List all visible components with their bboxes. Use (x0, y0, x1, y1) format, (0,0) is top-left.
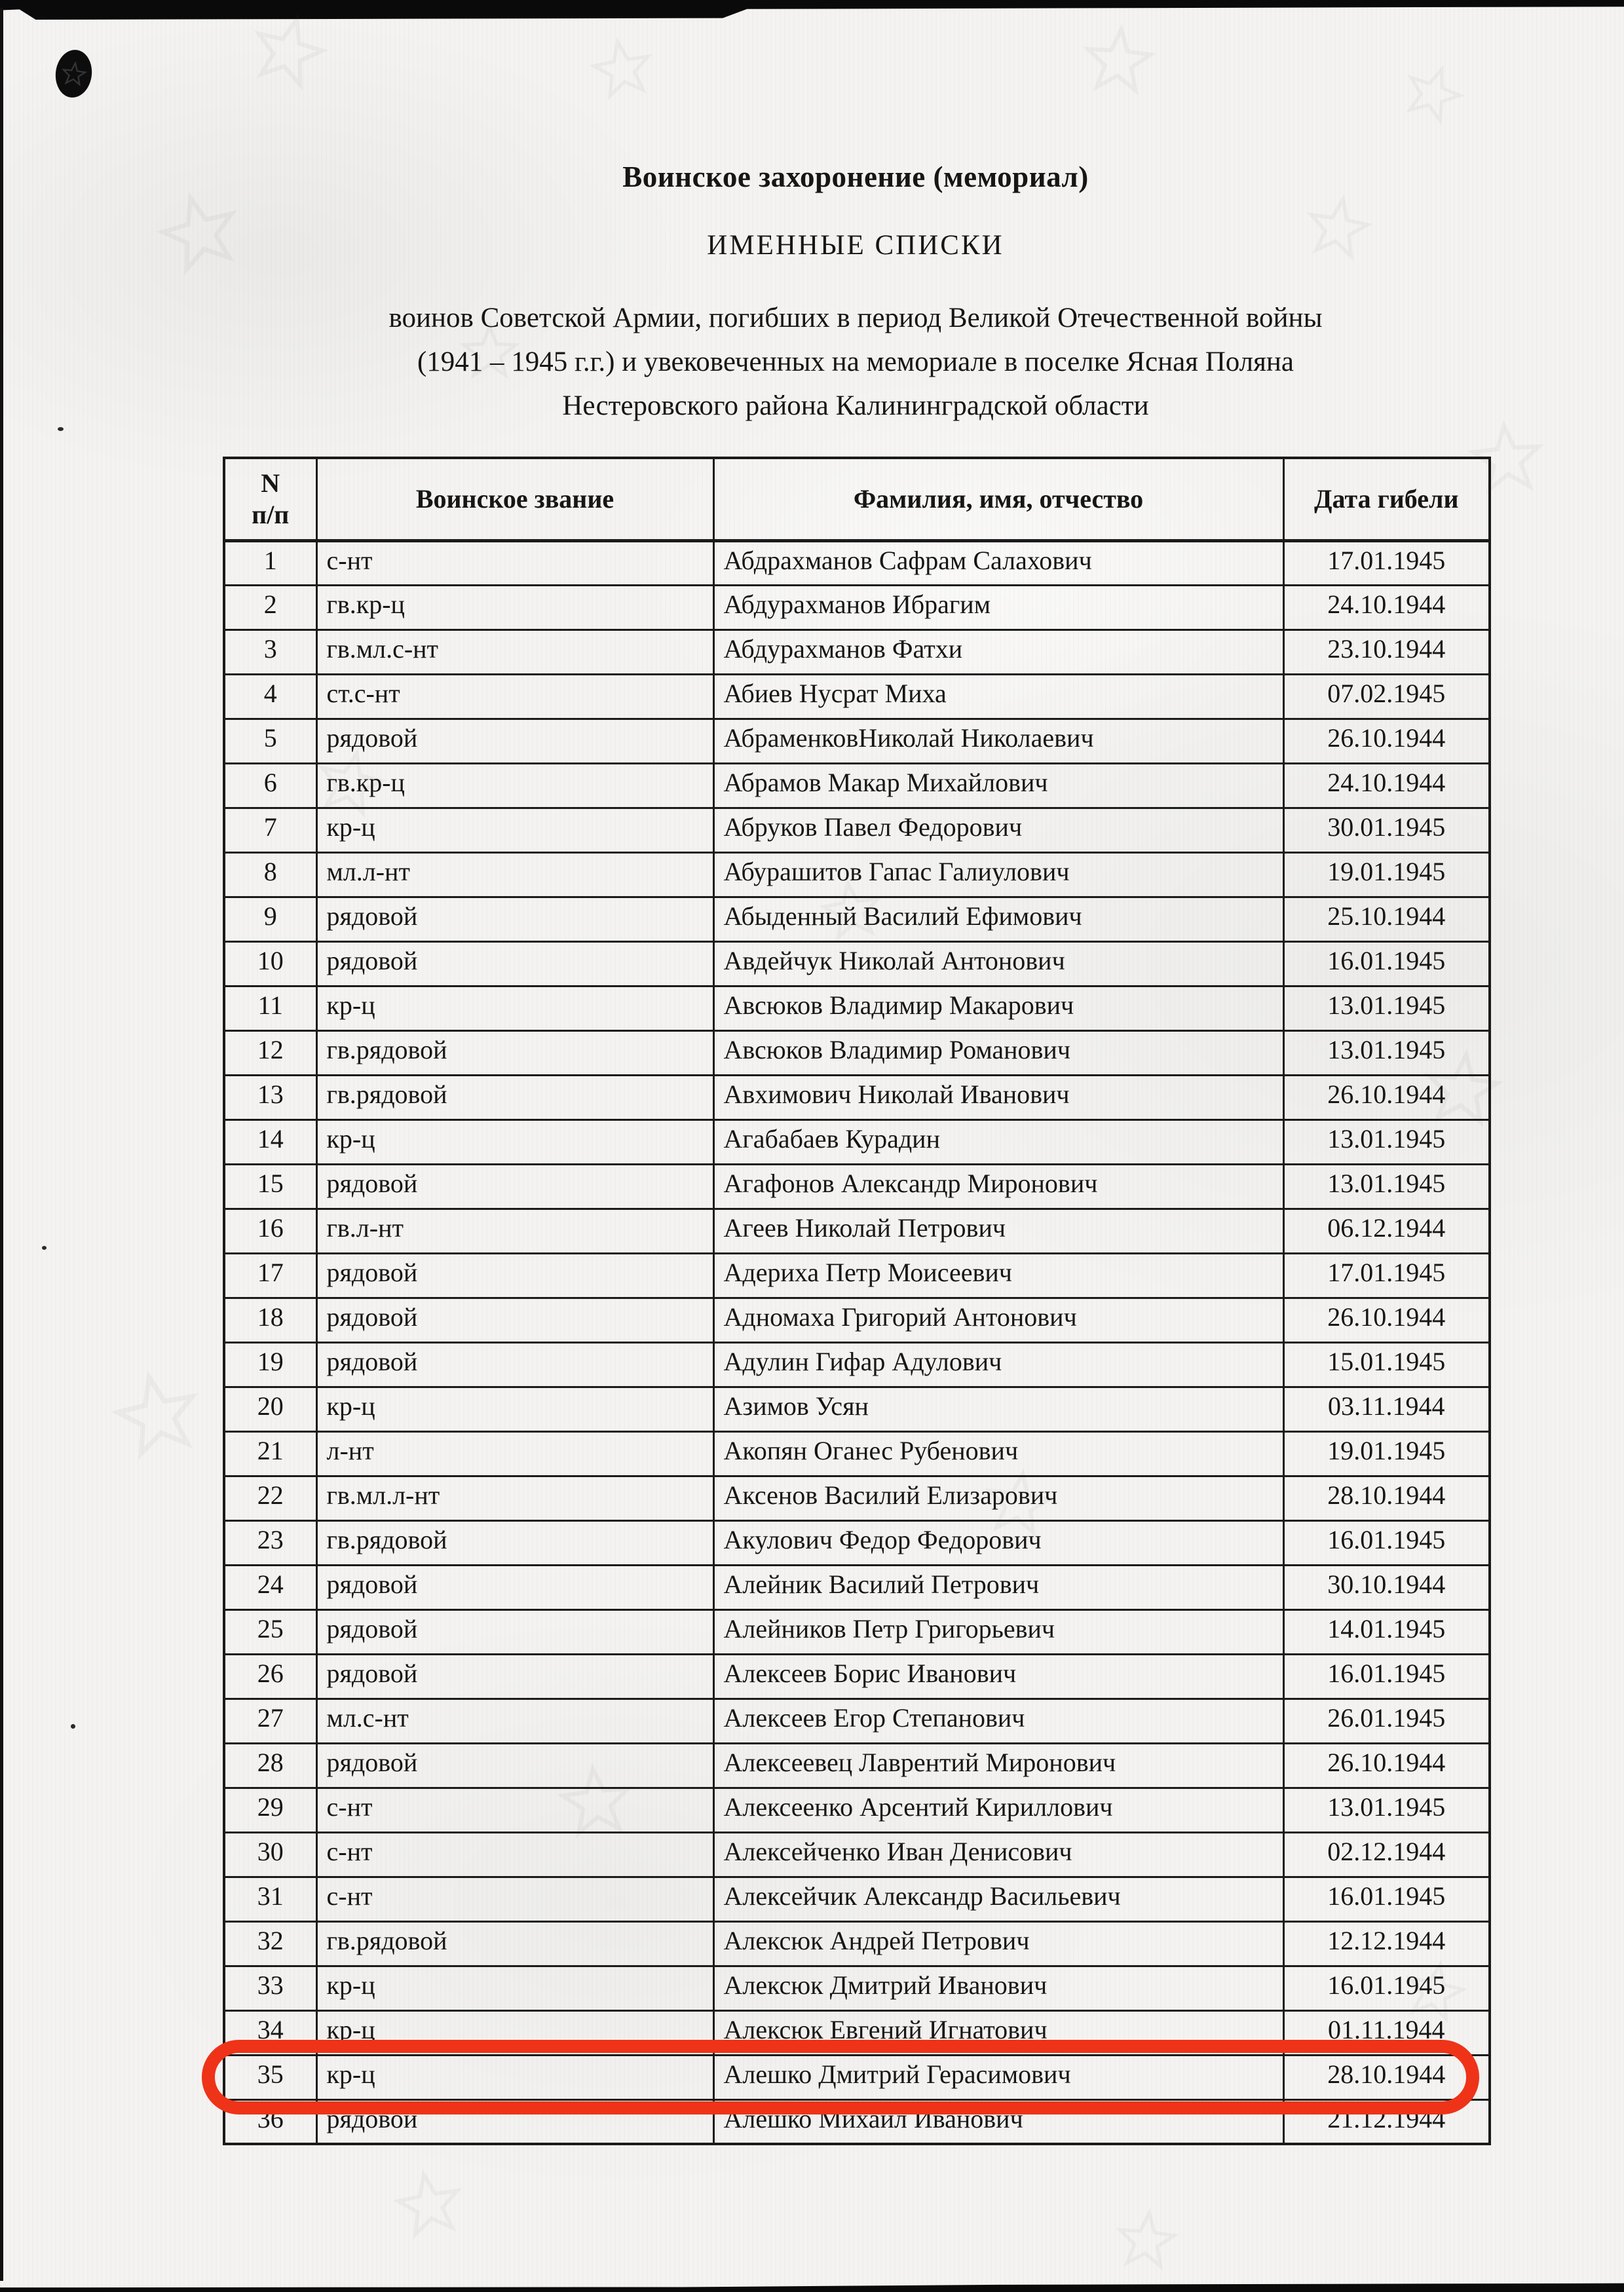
cell-date: 30.10.1944 (1283, 1565, 1490, 1609)
cell-name: Аксенов Василий Елизарович (713, 1476, 1283, 1520)
watermark-star-icon (103, 1361, 212, 1469)
table-row (224, 1387, 1490, 1431)
table-row (224, 1476, 1490, 1520)
cell-name: Азимов Усян (713, 1387, 1283, 1431)
cell-num: 2 (224, 585, 316, 629)
table-row (224, 629, 1490, 674)
hole-punch-icon (53, 48, 94, 100)
header-num (224, 458, 316, 540)
watermark-star-icon (387, 2162, 470, 2245)
table-row (224, 986, 1490, 1030)
cell-rank: гв.рядовой (316, 1075, 713, 1119)
cell-date: 13.01.1945 (1283, 1119, 1490, 1164)
cell-date: 02.12.1944 (1283, 1832, 1490, 1877)
cell-name: Алексюк Дмитрий Иванович (713, 1966, 1283, 2010)
cell-name: Алейник Василий Петрович (713, 1565, 1283, 1609)
cell-rank: кр-ц (316, 1966, 713, 2010)
cell-rank: гв.рядовой (316, 1030, 713, 1075)
roster-table (223, 457, 1491, 2145)
document-description (223, 296, 1488, 428)
cell-num: 26 (224, 1654, 316, 1699)
cell-date: 26.01.1945 (1283, 1699, 1490, 1743)
table-row (224, 719, 1490, 763)
cell-name: Авсюков Владимир Романович (713, 1030, 1283, 1075)
cell-rank: рядовой (316, 1298, 713, 1342)
cell-rank: гв.мл.л-нт (316, 1476, 713, 1520)
cell-num: 20 (224, 1387, 316, 1431)
cell-name: Абдурахманов Ибрагим (713, 585, 1283, 629)
cell-num: 7 (224, 808, 316, 852)
cell-num: 4 (224, 674, 316, 719)
cell-num: 6 (224, 763, 316, 808)
cell-date: 14.01.1945 (1283, 1609, 1490, 1654)
table-row (224, 1788, 1490, 1832)
watermark-star-icon (1110, 2204, 1182, 2276)
table-row (224, 1699, 1490, 1743)
cell-num: 18 (224, 1298, 316, 1342)
cell-date: 28.10.1944 (1283, 2055, 1490, 2099)
cell-num: 21 (224, 1431, 316, 1476)
header-name: Фамилия, имя, отчество (713, 458, 1283, 540)
cell-date: 26.10.1944 (1283, 719, 1490, 763)
table-row (224, 1921, 1490, 1966)
cell-date: 12.12.1944 (1283, 1921, 1490, 1966)
cell-rank: мл.л-нт (316, 852, 713, 897)
cell-rank: с-нт (316, 1832, 713, 1877)
table-row (224, 1119, 1490, 1164)
cell-rank: гв.рядовой (316, 1921, 713, 1966)
header-num-line1: N (261, 468, 280, 498)
cell-name: Абдурахманов Фатхи (713, 629, 1283, 674)
cell-date: 06.12.1944 (1283, 1209, 1490, 1253)
cell-num: 10 (224, 941, 316, 986)
scan-edge-left (0, 8, 3, 2281)
cell-num: 36 (224, 2099, 316, 2144)
table-row (224, 1030, 1490, 1075)
table-row (224, 1431, 1490, 1476)
cell-name: Акулович Федор Федорович (713, 1520, 1283, 1565)
table-row (224, 1075, 1490, 1119)
cell-date: 13.01.1945 (1283, 986, 1490, 1030)
cell-name: Авдейчук Николай Антонович (713, 941, 1283, 986)
cell-num: 8 (224, 852, 316, 897)
table-row (224, 1877, 1490, 1921)
description-line: (1941 – 1945 г.г.) и увековеченных на мемориале в поселке Ясная Поляна (417, 347, 1294, 377)
cell-date: 25.10.1944 (1283, 897, 1490, 941)
cell-num: 25 (224, 1609, 316, 1654)
cell-name: Алексюк Андрей Петрович (713, 1921, 1283, 1966)
cell-name: Абурашитов Гапас Галиулович (713, 852, 1283, 897)
cell-name: Алексеев Борис Иванович (713, 1654, 1283, 1699)
cell-name: Абруков Павел Федорович (713, 808, 1283, 852)
cell-num: 29 (224, 1788, 316, 1832)
cell-date: 13.01.1945 (1283, 1030, 1490, 1075)
table-row (224, 1832, 1490, 1877)
cell-rank: с-нт (316, 540, 713, 585)
cell-name: Алешко Дмитрий Герасимович (713, 2055, 1283, 2099)
table-row (224, 540, 1490, 585)
cell-rank: рядовой (316, 1164, 713, 1209)
cell-name: Абдрахманов Сафрам Салахович (713, 540, 1283, 585)
cell-name: Алексюк Евгений Игнатович (713, 2010, 1283, 2055)
cell-rank: кр-ц (316, 1387, 713, 1431)
cell-num: 22 (224, 1476, 316, 1520)
cell-num: 16 (224, 1209, 316, 1253)
cell-date: 13.01.1945 (1283, 1164, 1490, 1209)
header-date: Дата гибели (1283, 458, 1490, 540)
cell-date: 26.10.1944 (1283, 1298, 1490, 1342)
scan-speck (42, 1246, 47, 1250)
cell-rank: гв.мл.с-нт (316, 629, 713, 674)
cell-num: 13 (224, 1075, 316, 1119)
cell-date: 28.10.1944 (1283, 1476, 1490, 1520)
cell-name: Абиев Нусрат Миха (713, 674, 1283, 719)
cell-date: 17.01.1945 (1283, 1253, 1490, 1298)
cell-name: Абрамов Макар Михайлович (713, 763, 1283, 808)
table-row (224, 1164, 1490, 1209)
cell-num: 24 (224, 1565, 316, 1609)
cell-date: 16.01.1945 (1283, 1966, 1490, 2010)
star-icon (59, 59, 88, 88)
table-row (224, 1609, 1490, 1654)
cell-date: 07.02.1945 (1283, 674, 1490, 719)
scan-edge-bottom (0, 2280, 1624, 2292)
cell-num: 9 (224, 897, 316, 941)
cell-date: 30.01.1945 (1283, 808, 1490, 852)
cell-date: 13.01.1945 (1283, 1788, 1490, 1832)
table-row (224, 1654, 1490, 1699)
cell-rank: рядовой (316, 897, 713, 941)
watermark-star-icon (1393, 54, 1473, 134)
cell-num: 34 (224, 2010, 316, 2055)
cell-name: Алексейченко Иван Денисович (713, 1832, 1283, 1877)
cell-name: Авхимович Николай Иванович (713, 1075, 1283, 1119)
cell-rank: кр-ц (316, 1119, 713, 1164)
cell-num: 31 (224, 1877, 316, 1921)
cell-name: Алексейчик Александр Васильевич (713, 1877, 1283, 1921)
cell-date: 26.10.1944 (1283, 1743, 1490, 1788)
cell-date: 19.01.1945 (1283, 852, 1490, 897)
cell-date: 16.01.1945 (1283, 1520, 1490, 1565)
cell-rank: кр-ц (316, 2010, 713, 2055)
cell-date: 21.12.1944 (1283, 2099, 1490, 2144)
table-row (224, 1342, 1490, 1387)
cell-rank: мл.с-нт (316, 1699, 713, 1743)
cell-num: 17 (224, 1253, 316, 1298)
cell-name: Алейников Петр Григорьевич (713, 1609, 1283, 1654)
document-heading: ИМЕННЫЕ СПИСКИ (707, 230, 1004, 261)
cell-name: Алексеевец Лаврентий Миронович (713, 1743, 1283, 1788)
cell-num: 33 (224, 1966, 316, 2010)
cell-num: 28 (224, 1743, 316, 1788)
description-line: Нестеровского района Калининградской области (562, 390, 1149, 421)
cell-rank: с-нт (316, 1788, 713, 1832)
table-row (224, 1565, 1490, 1609)
cell-num: 23 (224, 1520, 316, 1565)
cell-date: 15.01.1945 (1283, 1342, 1490, 1387)
cell-rank: рядовой (316, 1609, 713, 1654)
header-num-line2: п/п (252, 499, 290, 529)
cell-date: 24.10.1944 (1283, 763, 1490, 808)
cell-rank: гв.л-нт (316, 1209, 713, 1253)
header-rank: Воинское звание (316, 458, 713, 540)
cell-date: 23.10.1944 (1283, 629, 1490, 674)
cell-rank: кр-ц (316, 808, 713, 852)
cell-date: 16.01.1945 (1283, 941, 1490, 986)
table-row (224, 897, 1490, 941)
cell-num: 1 (224, 540, 316, 585)
table-row (224, 852, 1490, 897)
table-row (224, 1298, 1490, 1342)
cell-num: 27 (224, 1699, 316, 1743)
table-row (224, 674, 1490, 719)
cell-rank: л-нт (316, 1431, 713, 1476)
table-header-row (224, 458, 1490, 540)
cell-name: Адномаха Григорий Антонович (713, 1298, 1283, 1342)
cell-name: Алешко Михаил Иванович (713, 2099, 1283, 2144)
cell-num: 15 (224, 1164, 316, 1209)
table-row (224, 1253, 1490, 1298)
cell-date: 17.01.1945 (1283, 540, 1490, 585)
cell-rank: гв.кр-ц (316, 585, 713, 629)
table-row (224, 941, 1490, 986)
scan-speck (58, 427, 64, 431)
watermark-star-icon (584, 31, 660, 107)
cell-rank: рядовой (316, 941, 713, 986)
cell-rank: рядовой (316, 1654, 713, 1699)
cell-rank: рядовой (316, 2099, 713, 2144)
cell-num: 35 (224, 2055, 316, 2099)
cell-name: Адулин Гифар Адулович (713, 1342, 1283, 1387)
cell-date: 03.11.1944 (1283, 1387, 1490, 1431)
table-row (224, 1209, 1490, 1253)
cell-num: 14 (224, 1119, 316, 1164)
cell-num: 3 (224, 629, 316, 674)
cell-num: 30 (224, 1832, 316, 1877)
table-row (224, 808, 1490, 852)
cell-date: 26.10.1944 (1283, 1075, 1490, 1119)
scan-edge-top (0, 0, 1624, 20)
cell-name: Агеев Николай Петрович (713, 1209, 1283, 1253)
cell-num: 32 (224, 1921, 316, 1966)
table-row (224, 585, 1490, 629)
cell-name: Авсюков Владимир Макарович (713, 986, 1283, 1030)
cell-name: Агабабаев Курадин (713, 1119, 1283, 1164)
cell-name: Адериха Петр Моисеевич (713, 1253, 1283, 1298)
cell-rank: гв.кр-ц (316, 763, 713, 808)
table-row (224, 1520, 1490, 1565)
cell-rank: кр-ц (316, 2055, 713, 2099)
highlight-ring (202, 2040, 1479, 2114)
cell-name: Акопян Оганес Рубенович (713, 1431, 1283, 1476)
cell-rank: рядовой (316, 719, 713, 763)
cell-name: Абыденный Василий Ефимович (713, 897, 1283, 941)
table-row (224, 1743, 1490, 1788)
cell-rank: кр-ц (316, 986, 713, 1030)
cell-rank: рядовой (316, 1253, 713, 1298)
cell-date: 16.01.1945 (1283, 1654, 1490, 1699)
cell-name: Алексеенко Арсентий Кириллович (713, 1788, 1283, 1832)
cell-rank: рядовой (316, 1342, 713, 1387)
cell-date: 01.11.1944 (1283, 2010, 1490, 2055)
cell-date: 24.10.1944 (1283, 585, 1490, 629)
cell-num: 5 (224, 719, 316, 763)
cell-rank: рядовой (316, 1565, 713, 1609)
cell-name: Агафонов Александр Миронович (713, 1164, 1283, 1209)
cell-rank: гв.рядовой (316, 1520, 713, 1565)
cell-num: 11 (224, 986, 316, 1030)
watermark-star-icon (1078, 20, 1160, 102)
cell-name: Алексеев Егор Степанович (713, 1699, 1283, 1743)
cell-num: 19 (224, 1342, 316, 1387)
scan-speck (71, 1724, 75, 1729)
cell-date: 19.01.1945 (1283, 1431, 1490, 1476)
cell-rank: рядовой (316, 1743, 713, 1788)
roster-body (224, 540, 1490, 2144)
cell-name: АбраменковНиколай Николаевич (713, 719, 1283, 763)
cell-rank: ст.с-нт (316, 674, 713, 719)
document-title: Воинское захоронение (мемориал) (622, 160, 1089, 193)
cell-date: 16.01.1945 (1283, 1877, 1490, 1921)
table-row (224, 763, 1490, 808)
table-row (224, 1966, 1490, 2010)
cell-num: 12 (224, 1030, 316, 1075)
description-line: воинов Советской Армии, погибших в период Великой Отечественной войны (388, 303, 1323, 333)
cell-rank: с-нт (316, 1877, 713, 1921)
